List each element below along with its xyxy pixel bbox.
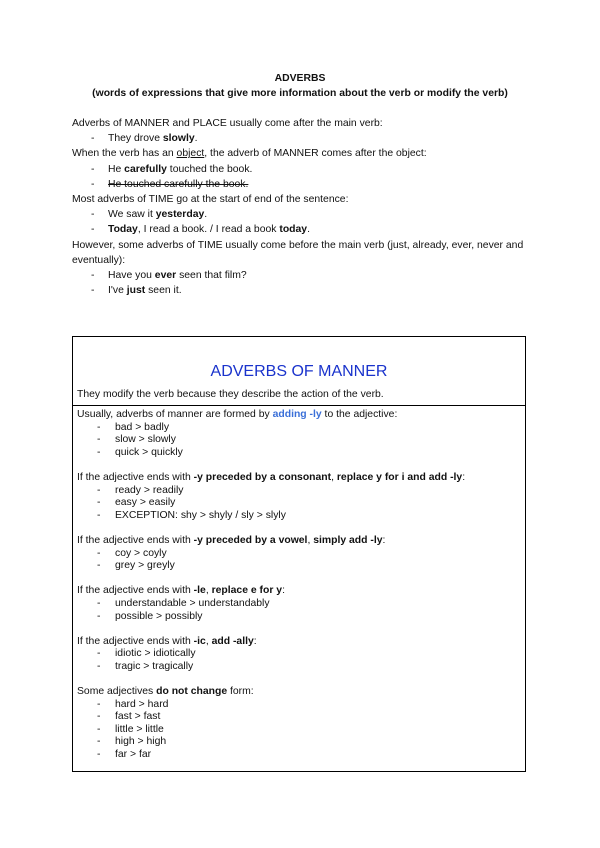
example-item: - understandable > understandably [77,598,521,611]
example-item: - high > high [77,736,521,749]
example-item: - tragic > tragically [77,661,521,674]
rule-section-le: If the adjective ends with -le, replace e for y: - understandable > understandably - possible > possibly [77,585,521,623]
example-item: - We saw it yesterday. [72,207,528,222]
page-subtitle: (words of expressions that give more information about the verb or modify the verb) [92,88,508,99]
rule-time-exceptions: However, some adverbs of TIME usually come before the main verb (just, already, ever, never and eventually): [72,239,524,266]
example-list [77,648,521,673]
example-item: - fast > fast [77,711,521,724]
example-item: - ready > readily [77,485,521,498]
example-list [77,598,521,623]
box-description: They modify the verb because they describe the action of the verb. [77,389,384,400]
example-item: - coy > coyly [77,548,521,561]
rule-section-vowel-y: If the adjective ends with -y preceded by a vowel, simply add -ly: - coy > coyly - grey > greyly [77,535,521,573]
example-list [72,162,528,192]
rule-object: When the verb has an object, the adverb of MANNER comes after the object: [72,148,427,160]
rule-section-ic: If the adjective ends with -ic, add -ally: - idiotic > idiotically - tragic > tragically [77,636,521,674]
example-item: - far > far [77,749,521,762]
rule-manner-place: Adverbs of MANNER and PLACE usually come after the main verb: [72,118,383,129]
example-item: - easy > easily [77,497,521,510]
example-list [72,131,528,146]
example-list [77,485,521,523]
example-item: - Today, I read a book. / I read a book today. [72,222,528,237]
example-list [77,548,521,573]
incorrect-example-item: - He touched carefully the book. [72,177,528,192]
example-list [77,422,521,460]
example-list [72,268,528,298]
example-item: - I've just seen it. [72,283,528,298]
example-item: - possible > possibly [77,611,521,624]
rule-section-consonant-y: If the adjective ends with -y preceded by a consonant, replace y for i and add -ly: - ready > readily - easy > easily - EXCEPTION: shy > shyly / sly > slyly [77,472,521,522]
rule-section-no-change: Some adjectives do not change form: - hard > hard - fast > fast - little > little - high > high - far > far [77,686,521,762]
box-body [73,406,525,762]
example-item: - quick > quickly [77,447,521,460]
example-list [77,699,521,762]
example-item: - idiotic > idiotically [77,648,521,661]
box-title: ADVERBS OF MANNER [210,363,388,380]
page-title: ADVERBS [274,73,326,84]
example-item: - Have you ever seen that film? [72,268,528,283]
example-item: - slow > slowly [77,434,521,447]
example-item: - little > little [77,724,521,737]
box-header [73,337,525,406]
example-item: - bad > badly [77,422,521,435]
rule-section-ly: Usually, adverbs of manner are formed by adding -ly to the adjective: - bad > badly - slow > slowly - quick > quickly [77,409,521,459]
example-item: - hard > hard [77,699,521,712]
example-item: - He carefully touched the book. [72,162,528,177]
example-item: - They drove slowly. [72,131,528,146]
adverbs-of-manner-box [72,336,526,772]
rule-time: Most adverbs of TIME go at the start of end of the sentence: [72,194,349,206]
example-list [72,207,528,237]
example-item: - grey > greyly [77,560,521,573]
example-item: - EXCEPTION: shy > shyly / sly > slyly [77,510,521,523]
intro-section [72,116,528,298]
